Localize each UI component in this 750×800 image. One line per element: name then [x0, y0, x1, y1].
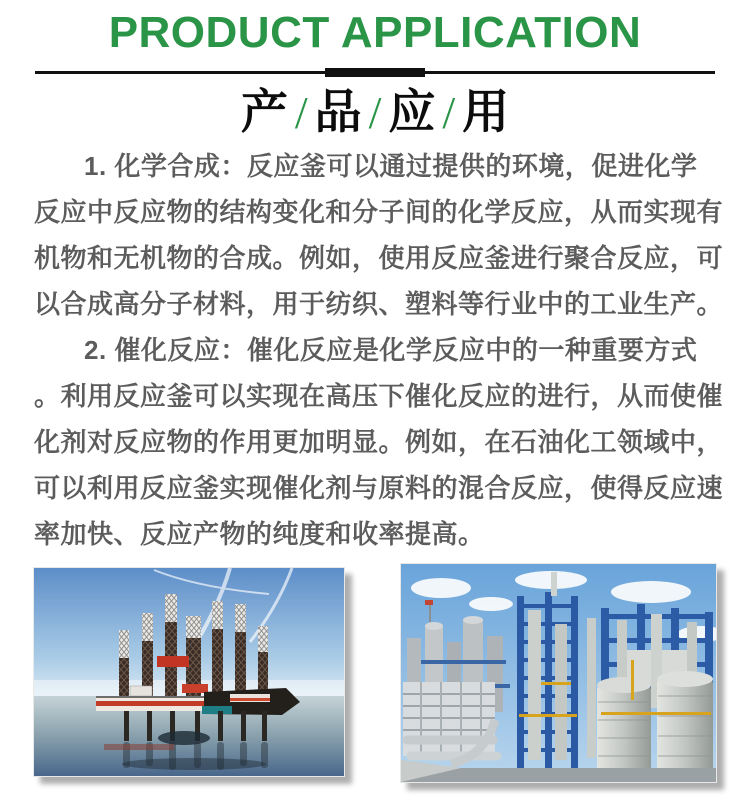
photos-row [0, 563, 750, 783]
offshore-oil-rig-photo [33, 567, 345, 777]
paragraph-line: 可以利用反应釜实现催化剂与原料的混合反应，使得反应速 [34, 473, 724, 503]
paragraph-line: 反应中反应物的结构变化和分子间的化学反应，从而实现有 [34, 197, 724, 227]
title-separator: / [442, 87, 456, 138]
divider [35, 68, 715, 77]
divider-center-bar [325, 68, 425, 77]
paragraph-line: 率加快、反应产物的纯度和收率提高。 [34, 519, 485, 549]
title-character: 用 [462, 87, 510, 139]
paragraph-line: 1. 化学合成：反应釜可以通过提供的环境，促进化学 [84, 151, 698, 181]
title-separator: / [368, 87, 382, 138]
petrochemical-plant-photo [400, 563, 717, 783]
paragraph-line: 以合成高分子材料，用于纺织、塑料等行业中的工业生产。 [34, 289, 724, 319]
chinese-section-title [0, 87, 750, 139]
product-application-heading: PRODUCT APPLICATION [108, 8, 642, 57]
paragraph-line: 2. 催化反应：催化反应是化学反应中的一种重要方式 [84, 335, 698, 365]
paragraph-line: 机物和无机物的合成。例如，使用反应釜进行聚合反应，可 [34, 243, 724, 273]
application-description [0, 143, 750, 557]
title-separator: / [294, 87, 308, 138]
title-character: 产 [240, 87, 288, 139]
title-character: 应 [388, 87, 436, 139]
paragraph-line: 。利用反应釜可以实现在高压下催化反应的进行，从而使催 [34, 381, 724, 411]
title-character: 品 [314, 87, 362, 139]
paragraph-line: 化剂对反应物的作用更加明显。例如，在石油化工领域中， [34, 427, 724, 457]
